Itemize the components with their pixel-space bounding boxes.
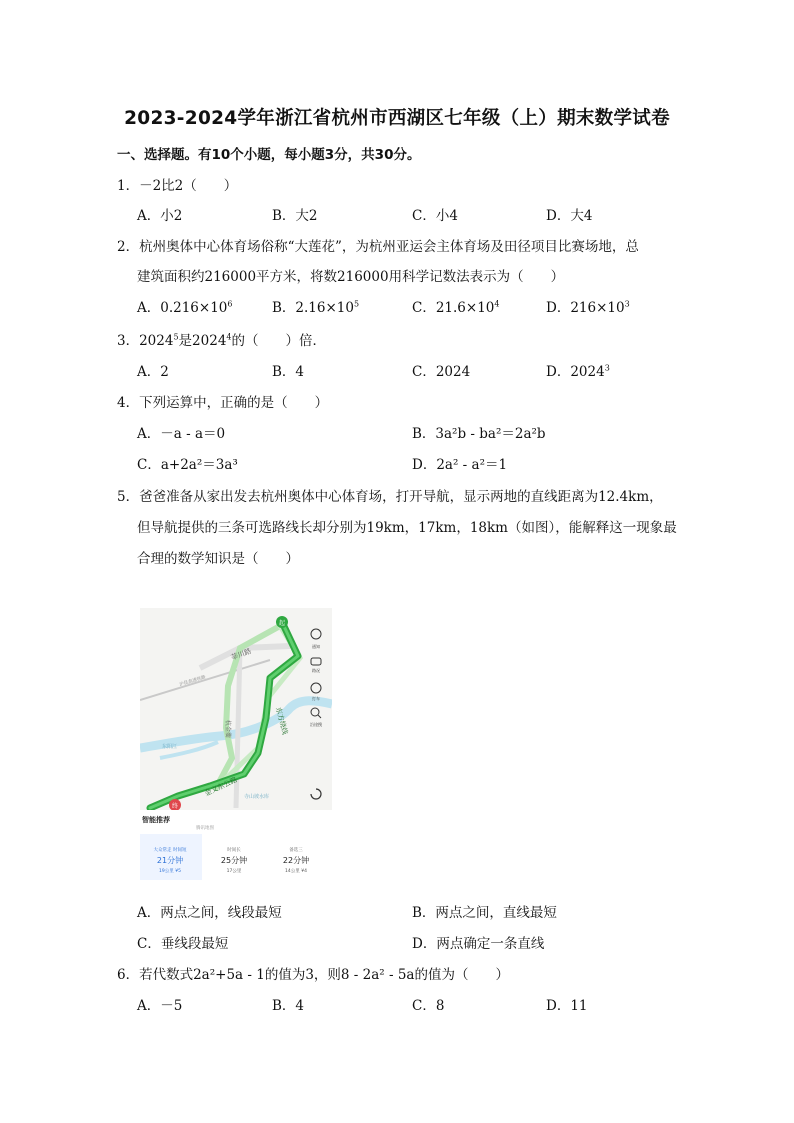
provider-label: 腾讯地图 [196, 826, 214, 831]
q6-option-a: A．－5 [137, 998, 183, 1014]
exam-title: 2023-2024学年浙江省杭州市西湖区七年级（上）期末数学试卷 [124, 108, 670, 129]
svg-text:25分钟: 25分钟 [220, 856, 248, 865]
q4-option-c: C．a+2a²＝3a³ [137, 457, 238, 473]
river-label: 东阳江 [162, 744, 178, 750]
question-3-stem: 3．2024$^5$是2024$^4$的（ ）倍． [117, 332, 326, 349]
q2-option-c: C．$21.6\times 10^4$ [412, 299, 500, 316]
svg-text:21分钟: 21分钟 [156, 856, 184, 865]
svg-text:时间长: 时间长 [227, 848, 241, 853]
question-4-stem: 4．下列运算中，正确的是（ ） [117, 395, 329, 411]
q1-option-d: D．大4 [546, 208, 593, 224]
road-label-1: 莘川路 [229, 647, 253, 662]
svg-text:路况: 路况 [312, 668, 320, 673]
q1-option-b: B．大2 [272, 208, 318, 224]
q4-option-d: D．2a² - a²＝1 [412, 457, 508, 473]
road-label-3: 金义东公路 [203, 775, 239, 798]
svg-text:备选三: 备选三 [289, 848, 303, 853]
traffic-icon [311, 658, 321, 665]
q3-option-a: A．2 [137, 364, 169, 380]
svg-text:14公里 ¥4: 14公里 ¥4 [285, 869, 307, 874]
end-label: 终 [171, 803, 179, 810]
rail-label: 沪昆高速铁路 [179, 675, 207, 688]
q4-option-a: A．－a - a＝0 [137, 426, 226, 442]
question-5-line1: 5．爸爸准备从家出发去杭州奥体中心体育场，打开导航，显示两地的直线距离为12.4km， [117, 489, 663, 505]
question-5-line2: 但导航提供的三条可选路线长却分别为19km，17km，18km（如图），能解释这一现象最 [137, 520, 677, 536]
question-2-stem-line2: 建筑面积约216000平方米，将数216000用科学记数法表示为（ ） [137, 269, 565, 285]
start-label: 起 [278, 620, 286, 627]
q5-option-a: A．两点之间，线段最短 [137, 905, 282, 921]
q2-option-d: D．$216\times 10^3$ [546, 299, 630, 316]
section-heading: 一、选择题。有10个小题，每小题3分，共30分。 [117, 147, 421, 163]
question-2-stem-line1: 2．杭州奥体中心体育场俗称“大莲花”，为杭州亚运会主体育场及田径项目比赛场地，总 [117, 239, 639, 255]
q6-option-d: D．11 [546, 998, 588, 1014]
question-1-stem: 1．－2比2（ ） [117, 178, 238, 194]
svg-text:19公里 ¥5: 19公里 ¥5 [159, 869, 181, 874]
recommend-label: 智能推荐 [142, 816, 170, 824]
question-5-line3: 合理的数学知识是（ ） [137, 551, 299, 567]
navigation-map-figure [140, 608, 332, 880]
svg-text:大众常走 时间短: 大众常走 时间短 [153, 848, 187, 853]
q4-option-b: B．3a²b - ba²＝2a²b [412, 426, 546, 442]
svg-text:打车: 打车 [312, 696, 320, 701]
q2-option-a: A．$0.216\times 10^6$ [137, 299, 233, 316]
map-side-toolbar [310, 629, 322, 827]
road-label-2: 东方绕线 [274, 706, 290, 736]
search-icon [311, 708, 319, 716]
q3-option-d: D．2024$^3$ [546, 363, 610, 380]
q3-option-b: B．4 [272, 364, 305, 380]
q5-option-b: B．两点之间，直线最短 [412, 905, 557, 921]
svg-text:沿途搜: 沿途搜 [310, 722, 322, 727]
q5-option-c: C．垂线段最短 [137, 936, 229, 952]
reservoir-label: 寺山坡水库 [244, 794, 270, 800]
svg-text:17公里: 17公里 [226, 869, 242, 874]
q3-option-c: C．2024 [412, 364, 471, 380]
question-6-stem: 6．若代数式2a²+5a - 1的值为3，则8 - 2a² - 5a的值为（ ） [117, 967, 509, 983]
q2-option-b: B．$2.16\times 10^5$ [272, 299, 360, 316]
taxi-icon [311, 683, 321, 693]
q6-option-b: B．4 [272, 998, 305, 1014]
q1-option-a: A．小2 [137, 208, 183, 224]
svg-text:通知: 通知 [312, 644, 320, 649]
q1-option-c: C．小4 [412, 208, 458, 224]
refresh-icon [311, 789, 321, 799]
q6-option-c: C．8 [412, 998, 445, 1014]
notice-icon [311, 629, 321, 639]
svg-text:22分钟: 22分钟 [282, 856, 310, 865]
q5-option-d: D．两点确定一条直线 [412, 936, 545, 952]
road-label-4: 杭金衢 [224, 720, 231, 739]
